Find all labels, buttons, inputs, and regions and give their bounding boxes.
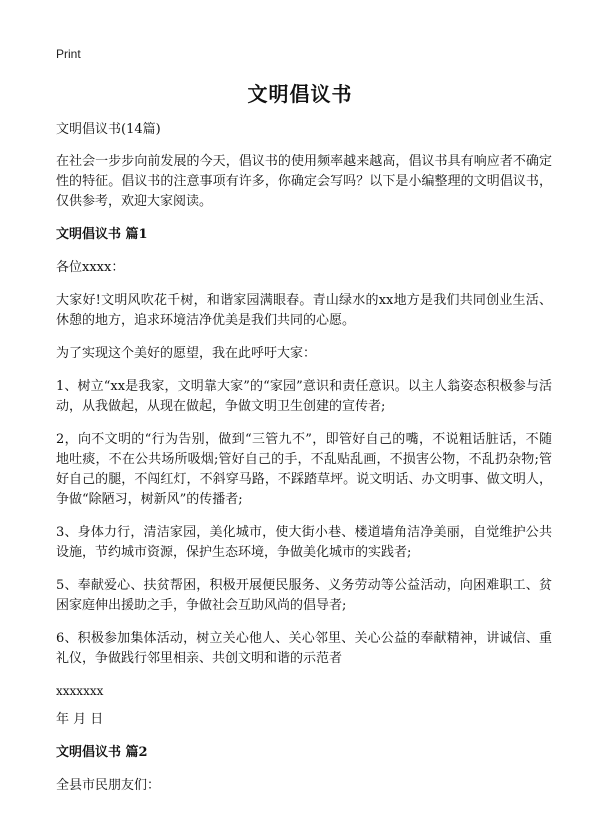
section-1-paragraph: 2，向不文明的“行为告别，做到“三管九不”，即管好自己的嘴，不说粗话脏话，不随地吐痰，不在公共场所吸烟;管好自己的手，不乱贴乱画，不损害公物，不乱扔杂物;管好自己的腿，不闯红灯，不斜穿马路，不踩踏草坪。说文明话、办文明事、做文明人，争做“除陋习，树新风”的传播者;: [56, 432, 552, 507]
section-1-paragraph: 6、积极参加集体活动，树立关心他人、关心邻里、关心公益的奉献精神，讲诚信、重礼仪，争做践行邻里相亲、共创文明和谐的示范者: [56, 631, 552, 666]
document-body: [56, 120, 552, 809]
section-1-paragraph: 为了实现这个美好的愿望，我在此呼吁大家：: [56, 346, 317, 361]
date-line: 年 月 日: [56, 712, 104, 727]
section-1-paragraph: 1、树立“xx是我家，文明靠大家”的“家园”意识和责任意识。以主人翁姿态积极参与活动，从我做起，从现在做起，争做文明卫生创建的宣传者;: [56, 379, 552, 414]
page-title: 文明倡议书: [247, 82, 353, 106]
section-1-paragraph: 5、奉献爱心、扶贫帮困，积极开展便民服务、义务劳动等公益活动，向困难职工、贫困家庭伸出援助之手，争做社会互助风尚的倡导者;: [56, 578, 552, 613]
print-link[interactable]: Print: [56, 47, 81, 61]
section-1-greeting: 各位xxxx：: [56, 260, 125, 275]
section-1-paragraph: 3、身体力行，清洁家园，美化城市，使大街小巷、楼道墙角洁净美丽，自觉维护公共设施，节约城市资源，保护生态环境，争做美化城市的实践者;: [56, 525, 552, 560]
section-1-paragraph: 大家好!文明风吹花千树，和谐家园满眼春。青山绿水的xx地方是我们共同创业生活、休憩的地方，追求环境洁净优美是我们共同的心愿。: [56, 293, 552, 328]
section-1-heading: 文明倡议书 篇1: [56, 227, 148, 242]
document-subtitle: 文明倡议书(14篇): [56, 122, 161, 137]
intro-paragraph: 在社会一步步向前发展的今天，倡议书的使用频率越来越高，倡议书具有响应者不确定性的特征。倡议书的注意事项有许多，你确定会写吗？以下是小编整理的文明倡议书，仅供参考，欢迎大家阅读。: [56, 154, 552, 209]
section-2-heading: 文明倡议书 篇2: [56, 745, 148, 760]
section-2-greeting: 全县市民朋友们：: [56, 778, 161, 793]
signature: xxxxxxx: [56, 684, 104, 698]
